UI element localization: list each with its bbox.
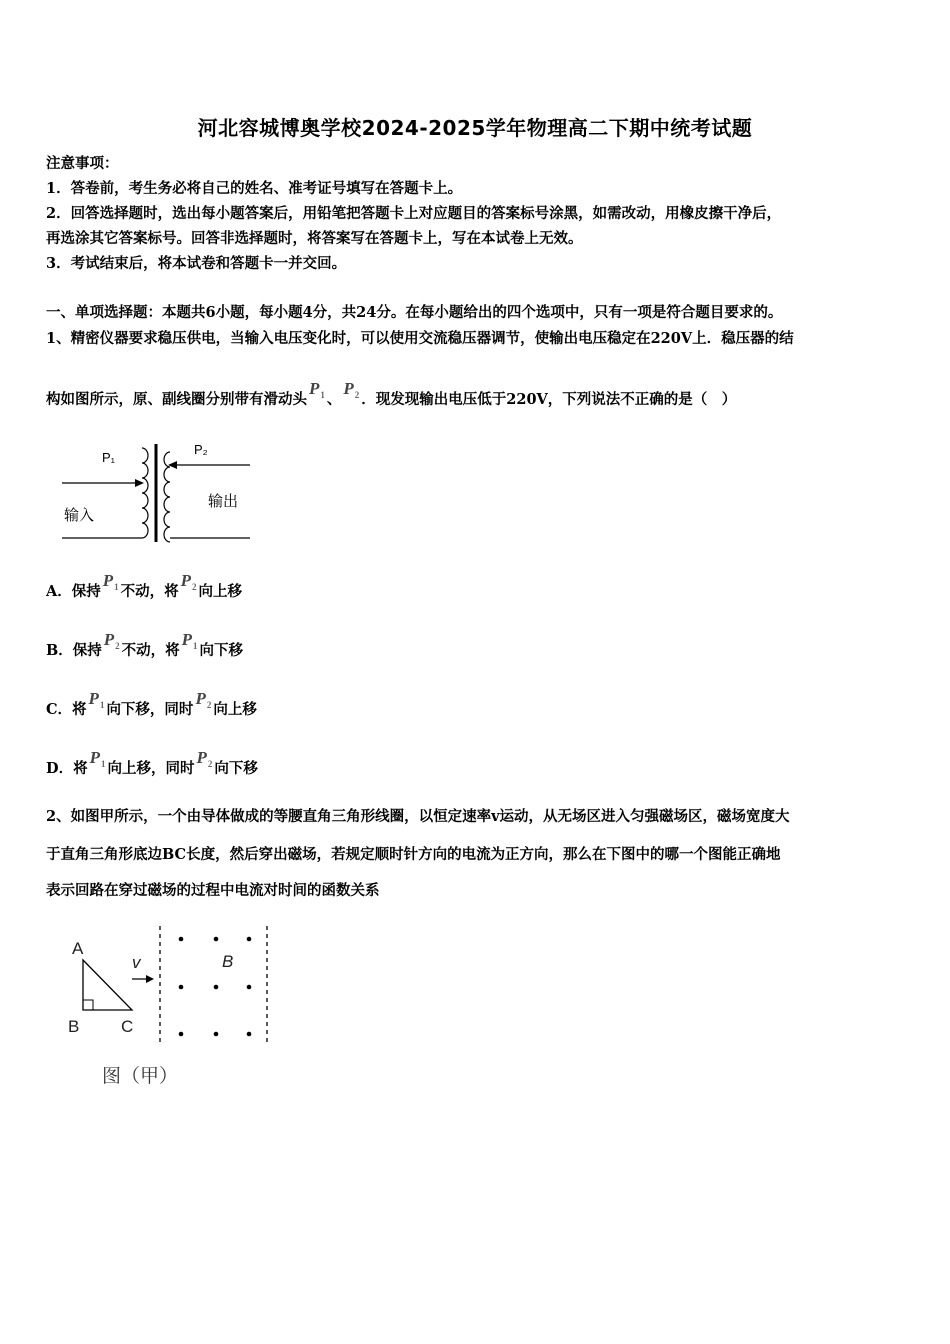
p-symbol: $P_2$ [196,748,213,769]
p-symbol: $P_2$ [195,689,212,710]
triangle-field-figure [60,922,280,1092]
velocity-label: v [132,953,141,972]
right-angle-mark [83,1000,93,1010]
vertex-a-label: A [72,939,84,958]
p1-symbol: $P_1$ [309,379,325,400]
p2-label: P₂ [194,442,208,457]
output-arrow-head [168,461,177,469]
p-symbol: $P_1$ [89,748,106,769]
question-2-text: 表示回路在穿过磁场的过程中电流对时间的函数关系 [46,882,380,899]
text-segment: 构如图所示，原、副线圈分别带有滑动头 [46,391,307,408]
option-letter: C． [46,701,73,718]
p-symbol: $P_2$ [103,630,120,651]
notice-heading: 注意事项： [46,155,119,172]
p1-label: P₁ [102,450,116,465]
question-2-text: 2、如图甲所示，一个由导体做成的等腰直角三角形线圈，以恒定速率v运动，从无场区进入匀强磁场区，磁场宽度大 [46,808,790,825]
secondary-coil [164,452,170,542]
question-1-text: 1、精密仪器要求稳压供电，当输入电压变化时，可以使用交流稳压器调节，使输出电压稳定在220V上．稳压器的结 [46,330,794,347]
triangle-coil [83,960,132,1010]
field-dots [179,937,252,1037]
p2-symbol: $P_2$ [343,379,360,400]
option-c[interactable]: C．将$P_1$ 向下移，同时$P_2$ 向上移 [46,689,257,718]
field-label: B [222,952,234,971]
input-label: 输入 [64,507,95,524]
p-symbol: $P_1$ [88,689,105,710]
question-2-text: 于直角三角形底边BC长度，然后穿出磁场，若规定顺时针方向的电流为正方向，那么在下图中的哪一个图能正确地 [46,846,781,863]
notice-item: 2．回答选择题时，选出每小题答案后，用铅笔把答题卡上对应题目的答案标号涂黑，如需改动，用橡皮擦干净后， [46,205,782,222]
page-title: 河北容城博奥学校2024-2025学年物理高二下期中统考试题 [197,116,753,140]
option-letter: D． [46,760,74,777]
transformer-figure [58,438,258,548]
p-symbol: $P_1$ [102,571,119,592]
p-symbol: $P_2$ [180,571,197,592]
figure-caption: 图（甲） [102,1066,179,1087]
input-arrow-head [135,479,144,487]
option-letter: A． [46,583,72,600]
option-b[interactable]: B．保持$P_2$ 不动，将$P_1$ 向下移 [46,630,244,659]
primary-coil [142,448,148,538]
output-label: 输出 [208,493,239,510]
question-1-text [46,379,737,410]
vertex-b-label: B [68,1017,80,1036]
option-a[interactable]: A．保持$P_1$ 不动，将$P_2$ 向上移 [46,571,243,600]
notice-item: 3．考试结束后，将本试卷和答题卡一并交回。 [46,255,347,272]
text-segment: ．现发现输出电压低于220V，下列说法不正确的是（ ） [361,391,737,408]
p-symbol: $P_1$ [181,630,198,651]
velocity-arrow-head [146,975,154,983]
section-heading: 一、单项选择题：本题共6小题，每小题4分，共24分。在每小题给出的四个选项中，只有一项是符合题目要求的。 [46,304,783,321]
option-d[interactable]: D．将$P_1$ 向上移，同时$P_2$ 向下移 [46,748,258,777]
notice-item: 再选涂其它答案标号。回答非选择题时，将答案写在答题卡上，写在本试卷上无效。 [46,230,583,247]
text-segment: 、 [326,391,342,408]
vertex-c-label: C [121,1017,134,1036]
notice-item: 1．答卷前，考生务必将自己的姓名、准考证号填写在答题卡上。 [46,180,463,197]
option-letter: B． [46,642,73,659]
